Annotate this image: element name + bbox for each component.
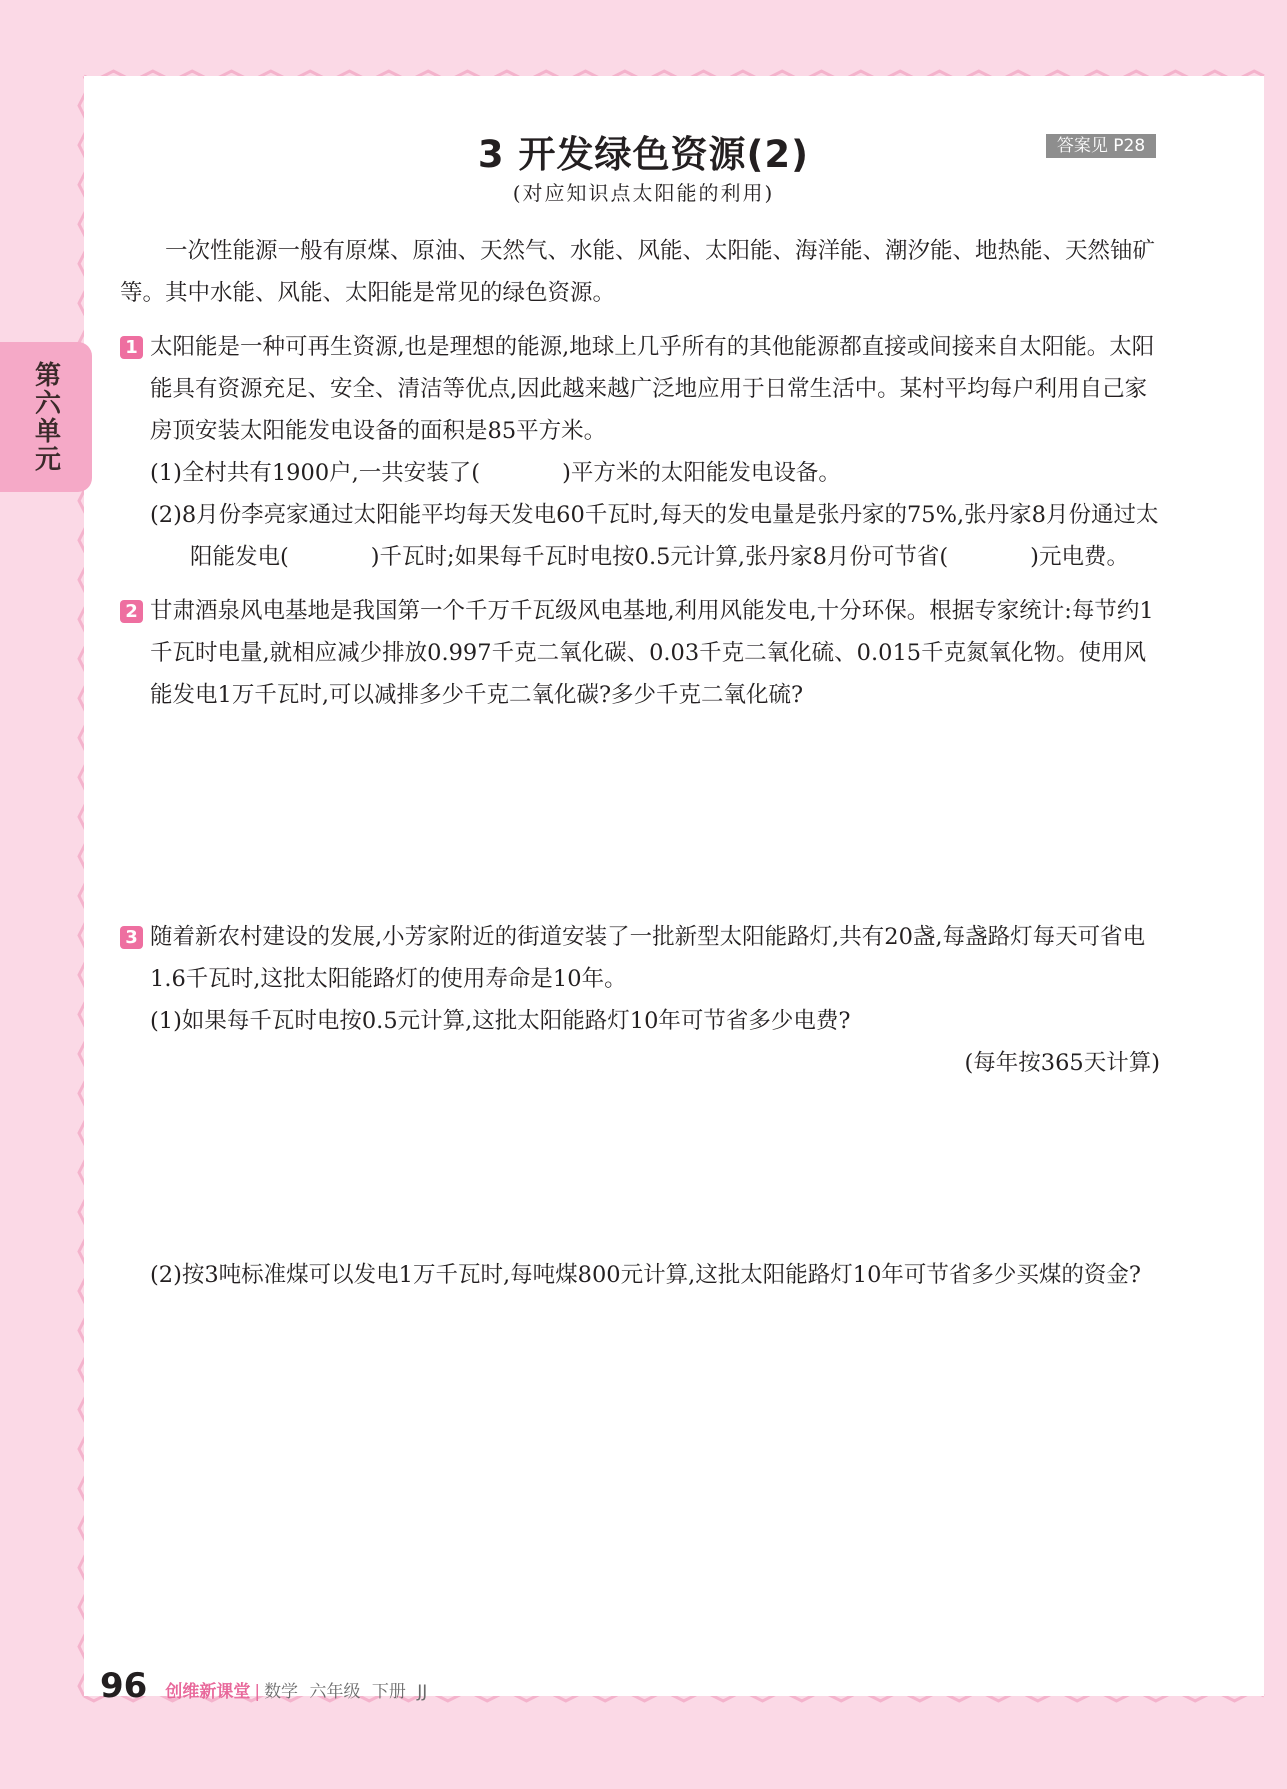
question-2: (2)按3吨标准煤可以发电1万千瓦时,每吨煤800元计算,这批太阳能路灯10年可节省多少买煤的资金? <box>150 1262 1141 1288</box>
content <box>120 230 1160 1296</box>
question-text: )元电费。 <box>1030 544 1129 570</box>
unit-side-tab <box>0 342 92 492</box>
answer-space[interactable] <box>120 716 1160 904</box>
problem-number-badge: 3 <box>120 926 143 949</box>
problem-3 <box>120 916 1160 1296</box>
intro-text: 一次性能源一般有原煤、原油、天然气、水能、风能、太阳能、海洋能、潮汐能、地热能、天然铀矿等。其中水能、风能、太阳能是常见的绿色资源。 <box>120 238 1156 306</box>
answer-reference-badge: 答案见 P28 <box>1046 134 1156 158</box>
problem-number-badge: 1 <box>120 336 143 359</box>
question-text: (2)8月份李亮家通过太阳能平均每天发电60千瓦时,每天的发电量是张丹家的75%,张丹家8月份通过太阳能发电( <box>150 502 1159 570</box>
problem-2 <box>120 590 1160 716</box>
question-text: )千瓦时;如果每千瓦时电按0.5元计算,张丹家8月份可节省( <box>370 544 949 570</box>
question-1: (1)如果每千瓦时电按0.5元计算,这批太阳能路灯10年可节省多少电费? <box>150 1008 851 1034</box>
answer-space[interactable] <box>150 1084 1160 1254</box>
footer-separator: | <box>254 1682 261 1702</box>
problem-text: 随着新农村建设的发展,小芳家附近的街道安装了一批新型太阳能路灯,共有20盏,每盏路灯每天可省电1.6千瓦时,这批太阳能路灯的使用寿命是10年。 <box>150 924 1146 992</box>
question-text: (1)全村共有1900户,一共安装了( <box>150 460 481 486</box>
problem-text: 太阳能是一种可再生资源,也是理想的能源,地球上几乎所有的其他能源都直接或间接来自太阳能。太阳能具有资源充足、安全、清洁等优点,因此越来越广泛地应用于日常生活中。某村平均每户利用自己家房顶安装太阳能发电设备的面积是85平方米。 <box>150 334 1155 444</box>
problem-number-badge: 2 <box>120 600 143 623</box>
problem-1 <box>120 326 1160 578</box>
question-text: )平方米的太阳能发电设备。 <box>562 460 841 486</box>
page-footer <box>100 1666 427 1706</box>
problem-text: 甘肃酒泉风电基地是我国第一个千万千瓦级风电基地,利用风能发电,十分环保。根据专家统计:每节约1千瓦时电量,就相应减少排放0.997千克二氧化碳、0.03千克二氧化硫、0.015千克氮氧化物。使用风能发电1万千瓦时,可以减排多少千克二氧化碳?多少千克二氧化硫? <box>150 598 1154 708</box>
question-note: (每年按365天计算) <box>964 1050 1160 1076</box>
page-title: 3 开发绿色资源(2) <box>477 133 810 176</box>
book-series: 数学 六年级 下册 JJ <box>264 1682 428 1702</box>
brand-name: 创维新课堂 <box>165 1682 251 1702</box>
unit-label: 第六单元 <box>30 361 61 473</box>
question-2 <box>150 494 1160 578</box>
question-1 <box>150 452 1160 494</box>
intro-paragraph <box>120 230 1160 314</box>
page-number: 96 <box>100 1666 148 1706</box>
page-subtitle: (对应知识点太阳能的利用) <box>512 181 775 205</box>
